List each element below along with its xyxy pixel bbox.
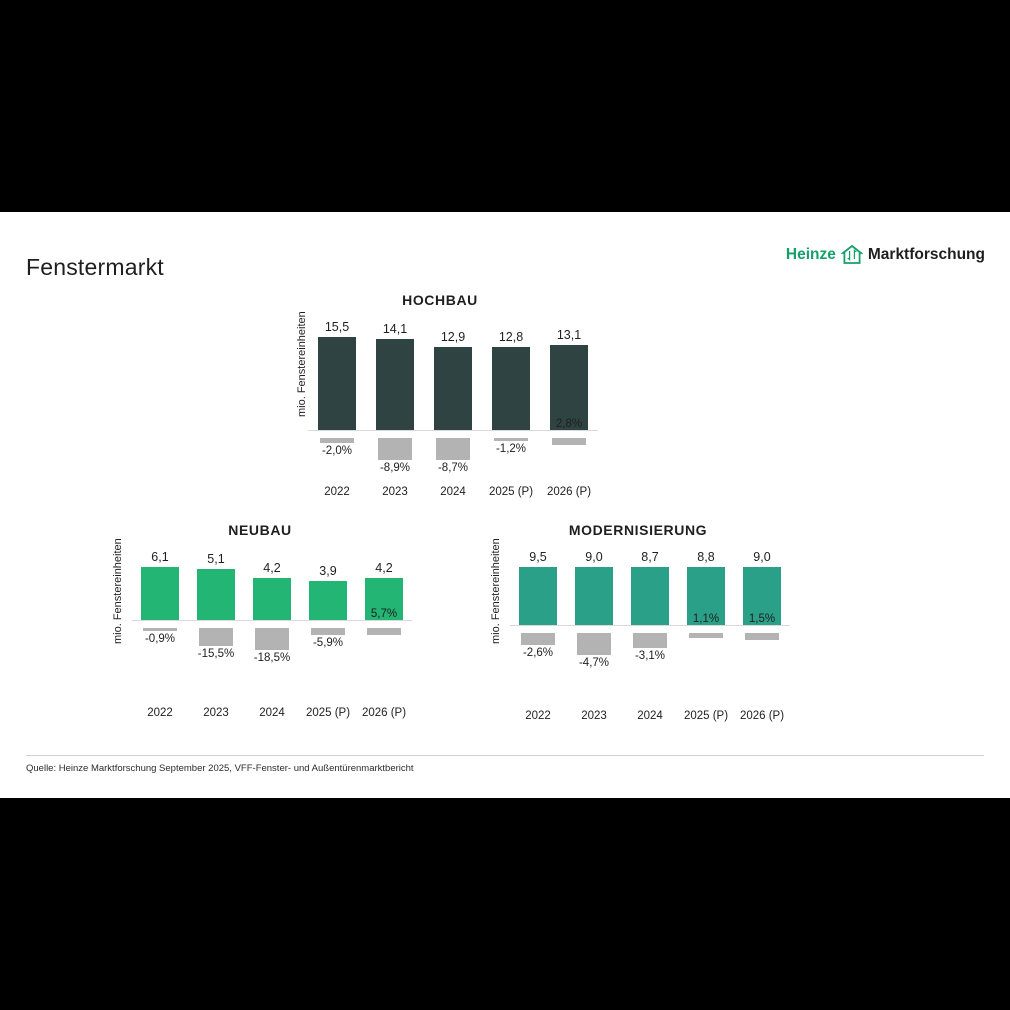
chart-modernisierung [478, 522, 798, 742]
growth-bars [510, 613, 790, 689]
x-axis-tick-label: 2025 (P) [683, 710, 729, 722]
y-axis-label: mio. Fenstereinheiten [112, 538, 124, 644]
chart-title: HOCHBAU [402, 292, 478, 308]
bar-value-label: 4,2 [263, 561, 281, 575]
growth-bar [552, 438, 586, 445]
bar-value-label: 8,8 [697, 550, 715, 564]
bar-value-label: 8,7 [641, 550, 659, 564]
growth-value-label: -2,6% [522, 647, 554, 659]
y-axis-label: mio. Fenstereinheiten [490, 538, 502, 644]
logo-heinze-text: Heinze [785, 246, 836, 263]
x-axis-categories [132, 707, 412, 719]
growth-bar [255, 628, 289, 650]
x-axis-tick-label: 2023 [203, 707, 229, 719]
slide [0, 212, 1010, 798]
x-axis-tick-label: 2023 [581, 710, 607, 722]
growth-value-label: -5,9% [312, 637, 344, 649]
growth-bars [308, 418, 598, 484]
growth-value-label: -1,2% [495, 443, 527, 455]
growth-column [734, 613, 790, 689]
x-axis-tick-label: 2023 [382, 486, 408, 498]
bar-value-label: 14,1 [382, 322, 408, 336]
bar-value-label: 12,8 [498, 330, 524, 344]
chart-hochbau [280, 292, 600, 502]
growth-column [424, 434, 482, 484]
growth-column [366, 434, 424, 484]
growth-value-label: -4,7% [578, 657, 610, 669]
bar-column [308, 320, 366, 430]
bar [575, 567, 613, 625]
growth-bar [436, 438, 470, 460]
x-axis-tick-label: 2022 [525, 710, 551, 722]
bar [141, 567, 179, 620]
growth-bar [689, 633, 723, 638]
bar [434, 347, 472, 430]
bar-value-label: 13,1 [556, 328, 582, 342]
bar [376, 339, 414, 430]
bar [197, 569, 235, 620]
growth-column [188, 624, 244, 690]
x-axis-tick-label: 2022 [147, 707, 173, 719]
growth-bar [633, 633, 667, 648]
growth-value-label: -15,5% [197, 648, 235, 660]
brand-logo [786, 245, 985, 265]
x-axis-tick-label: 2026 (P) [739, 710, 785, 722]
growth-bar [521, 633, 555, 645]
bar [519, 567, 557, 625]
chart-title: MODERNISIERUNG [568, 522, 708, 538]
baseline [510, 625, 790, 626]
bar-value-label: 9,5 [529, 550, 547, 564]
house-arrows-icon [841, 245, 863, 265]
growth-bar [199, 628, 233, 646]
bar-column [244, 550, 300, 620]
growth-column [566, 629, 622, 689]
x-axis-tick-label: 2024 [440, 486, 466, 498]
baseline [132, 620, 412, 621]
growth-value-label: 1,5% [748, 613, 776, 625]
bar [253, 578, 291, 620]
bar [309, 581, 347, 620]
bar-column [540, 320, 598, 430]
growth-value-label: -2,0% [321, 445, 353, 457]
growth-value-label: -8,9% [379, 462, 411, 474]
bar-value-label: 4,2 [375, 561, 393, 575]
growth-column [308, 434, 366, 484]
bar-column [566, 550, 622, 625]
growth-bar [745, 633, 779, 640]
bars [308, 320, 598, 430]
baseline [308, 430, 598, 431]
chart-title: NEUBAU [228, 522, 292, 538]
growth-value-label: -3,1% [634, 650, 666, 662]
growth-bar [494, 438, 528, 441]
growth-bar [320, 438, 354, 443]
x-axis-categories [510, 710, 790, 722]
bar-value-label: 9,0 [753, 550, 771, 564]
chart-neubau [100, 522, 420, 742]
growth-value-label: -18,5% [253, 652, 291, 664]
growth-column [132, 624, 188, 690]
growth-value-label: 1,1% [692, 613, 720, 625]
growth-bars [132, 608, 412, 690]
bar-value-label: 9,0 [585, 550, 603, 564]
x-axis-tick-label: 2025 (P) [305, 707, 351, 719]
growth-column [678, 613, 734, 689]
x-axis-categories [308, 486, 598, 498]
growth-column [244, 624, 300, 690]
x-axis-tick-label: 2024 [259, 707, 285, 719]
x-axis-tick-label: 2026 (P) [546, 486, 592, 498]
logo-marktforschung-text: Marktforschung [867, 246, 985, 263]
page-title: Fenstermarkt [26, 254, 164, 280]
growth-bar [378, 438, 412, 460]
bar-column [366, 320, 424, 430]
bar-value-label: 5,1 [207, 552, 225, 566]
growth-column [356, 608, 412, 690]
x-axis-tick-label: 2022 [324, 486, 350, 498]
growth-bar [311, 628, 345, 635]
growth-value-label: 2,8% [555, 418, 583, 430]
bar-column [482, 320, 540, 430]
footer-divider [26, 755, 984, 756]
growth-column [300, 624, 356, 690]
bar-value-label: 12,9 [440, 330, 466, 344]
bar [492, 347, 530, 430]
growth-column [482, 434, 540, 484]
bar [631, 567, 669, 625]
growth-column [510, 629, 566, 689]
growth-bar [143, 628, 177, 631]
growth-value-label: -0,9% [144, 633, 176, 645]
bar-value-label: 15,5 [324, 320, 350, 334]
bar-column [300, 550, 356, 620]
x-axis-tick-label: 2026 (P) [361, 707, 407, 719]
bar-column [132, 550, 188, 620]
x-axis-tick-label: 2024 [637, 710, 663, 722]
growth-value-label: 5,7% [370, 608, 398, 620]
growth-column [540, 418, 598, 484]
bar-column [622, 550, 678, 625]
bar [318, 337, 356, 430]
bar-column [188, 550, 244, 620]
bar-column [424, 320, 482, 430]
bar-value-label: 3,9 [319, 564, 337, 578]
x-axis-tick-label: 2025 (P) [488, 486, 534, 498]
growth-bar [367, 628, 401, 635]
source-note: Quelle: Heinze Marktforschung September 2025, VFF-Fenster- und Außentürenmarktbericht [26, 763, 414, 774]
growth-column [622, 629, 678, 689]
bar-value-label: 6,1 [151, 550, 169, 564]
growth-value-label: -8,7% [437, 462, 469, 474]
growth-bar [577, 633, 611, 655]
bar-column [510, 550, 566, 625]
y-axis-label: mio. Fenstereinheiten [296, 311, 308, 417]
